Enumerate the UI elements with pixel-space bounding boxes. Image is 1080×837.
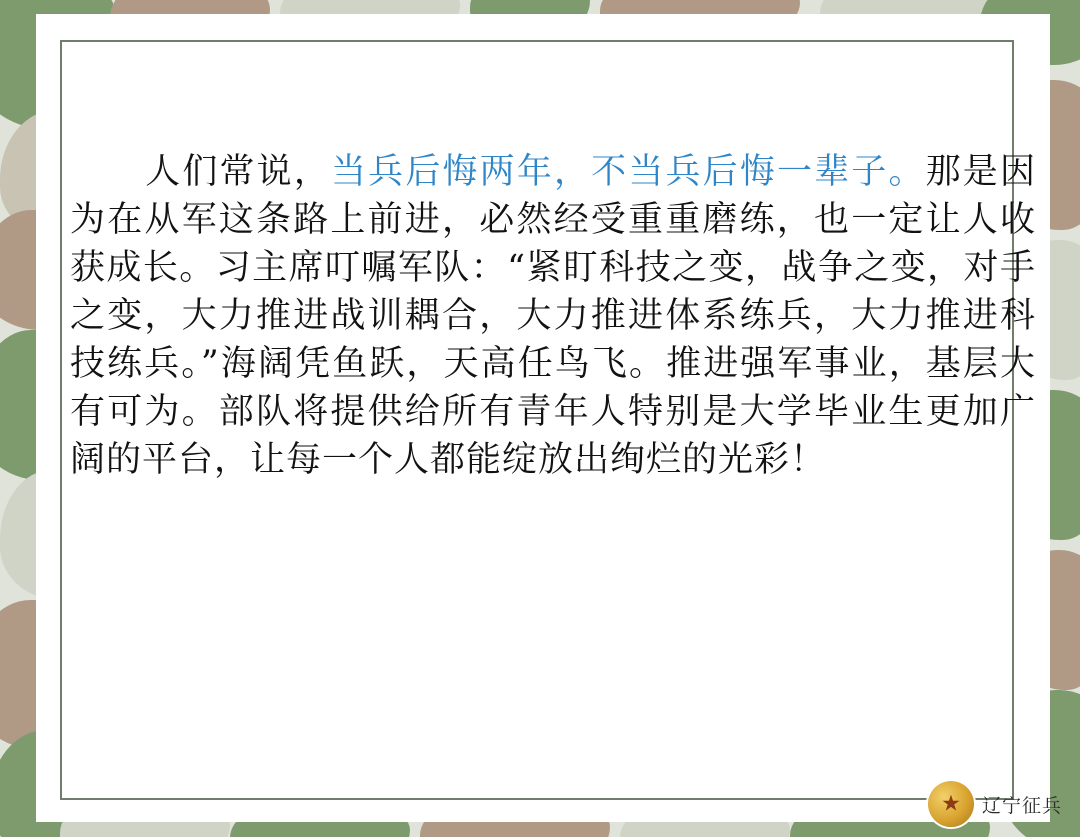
paragraph-rest: 那是因为在从军这条路上前进，必然经受重重磨练，也一定让人收获成长。习主席叮嘱军队：“紧盯科技之变，战争之变，对手之变，大力推进战训耦合，大力推进体系练兵，大力推进科技练兵。”海阔凭鱼跃，天高任鸟飞。推进强军事业，基层大有可为。部队将提供给所有青年人特别是大学毕业生更加广阔的平台，让每一个人都能绽放出绚烂的光彩！	[70, 152, 1036, 480]
frame-bottom-line	[60, 798, 1014, 800]
account-badge[interactable]	[928, 781, 1062, 827]
paragraph-lead: 人们常说，	[144, 152, 331, 192]
star-emblem-icon	[928, 781, 974, 827]
star-glyph: ★	[941, 790, 961, 816]
article-paragraph	[70, 148, 1036, 484]
frame-left-line	[60, 40, 62, 800]
paragraph-highlight: 当兵后悔两年，不当兵后悔一辈子。	[331, 152, 926, 192]
account-name-label: 辽宁征兵	[981, 794, 1062, 817]
frame-top-line	[60, 40, 1012, 42]
